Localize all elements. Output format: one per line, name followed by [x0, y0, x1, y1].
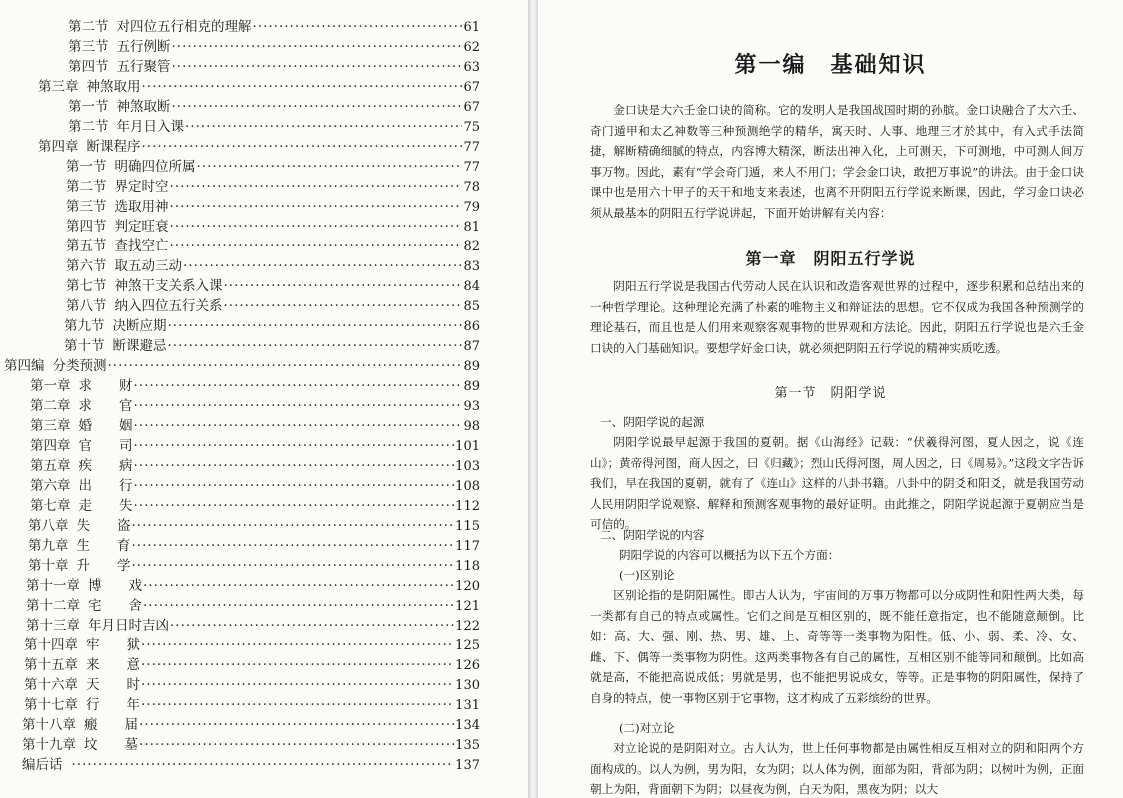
toc-entry	[68, 37, 480, 57]
toc-leader-dots	[185, 117, 462, 137]
toc-entry	[28, 556, 480, 576]
toc-leader-dots	[141, 635, 454, 655]
toc-entry-title: 选取用神	[114, 198, 169, 215]
toc-entry-number: 第十三章	[26, 617, 80, 634]
toc-entry	[68, 117, 480, 137]
toc-entry	[24, 675, 480, 695]
origin-paragraph: 阴阳学说最早起源于我国的夏朝。据《山海经》记载：“伏羲得河图，夏人因之，说《连山》；黄帝得河图，商人因之，曰《归藏》；烈山氏得河图，周人因之，曰《周易》。”这段文字告诉我们，早在我国的夏朝，就有了《连山》这样的八卦书籍。八卦中的阴爻和阳爻，就是我国劳动人民用阴阳学说观察、解释和预测客观事物的最好证明。由此推之，阴阳学说起源于夏朝应当是可信的。	[590, 435, 1084, 531]
toc-page-number: 82	[463, 239, 480, 255]
toc-leader-dots	[170, 197, 463, 217]
toc-page-number: 135	[455, 738, 480, 754]
toc-leader-dots	[141, 655, 454, 675]
toc-entry	[26, 576, 480, 596]
toc-entry	[26, 616, 480, 636]
toc-entry	[66, 256, 480, 276]
toc-entry	[66, 236, 480, 256]
toc-page-number: 79	[463, 199, 480, 215]
toc-entry-title: 查找空亡	[114, 238, 169, 255]
toc-page-number: 108	[455, 478, 480, 494]
toc-entry-title: 天 时	[86, 677, 140, 694]
toc-leader-dots	[172, 37, 463, 57]
toc-entry-number: 第二章	[30, 398, 71, 415]
toc-leader-dots	[168, 316, 463, 336]
opposition-paragraph: 对立论说的是阴阳对立。古人认为，世上任何事物都是由属性相反互相对立的阴和阳两个方面构成的。以人为例，男为阳，女为阴；以人体为例，面部为阳，背部为阴；以树叶为例，正面朝上为阳，背面朝下为阴；以昼夜为例，白天为阳，黑夜为阴；以大	[590, 741, 1084, 796]
toc-entry	[66, 157, 480, 177]
toc-leader-dots	[197, 157, 463, 177]
toc-entry	[30, 436, 480, 456]
toc-page-number: 67	[463, 79, 480, 95]
toc-entry-number: 第二节	[68, 19, 109, 35]
toc-page-number: 78	[463, 179, 480, 195]
toc-entry	[30, 376, 480, 396]
toc-page-number: 67	[463, 99, 480, 115]
toc-entry-title: 行 年	[86, 697, 140, 714]
toc-page-number: 103	[455, 458, 480, 474]
toc-entry	[66, 197, 480, 217]
toc-page-number: 134	[455, 718, 480, 734]
toc-entry-number: 第七章	[30, 497, 71, 514]
toc-entry	[28, 516, 480, 536]
toc-entry-number: 第三章	[38, 78, 79, 95]
toc-entry-number: 第八章	[28, 517, 69, 534]
toc-page-number: 83	[463, 259, 480, 275]
toc-entry-number: 第十八章	[22, 717, 76, 734]
toc-entry-number: 第三节	[66, 198, 107, 215]
toc-entry-number: 第九章	[28, 537, 69, 554]
toc-entry-title: 疾 病	[78, 457, 133, 474]
toc-entry-title: 判定旺衰	[114, 218, 169, 235]
toc-entry	[22, 715, 480, 735]
toc-leader-dots	[134, 376, 463, 396]
toc-page-number: 84	[463, 279, 480, 295]
toc-entry-title: 纳入四位五行关系	[114, 298, 223, 315]
toc-entry-number: 第二节	[68, 118, 109, 135]
toc-leader-dots	[170, 177, 463, 197]
distinguish-heading: (一)区别论	[619, 568, 675, 582]
toc-page-number: 62	[463, 39, 480, 55]
toc-entry-title: 五行聚管	[116, 58, 171, 75]
toc-page-number: 63	[463, 59, 480, 75]
toc-page-number: 86	[463, 319, 480, 335]
toc-entry-number: 第四章	[38, 138, 79, 155]
toc-page-number: 122	[455, 618, 480, 634]
toc-entry-title: 界定时空	[114, 178, 169, 195]
toc-entry-title: 求 财	[78, 378, 133, 395]
toc-leader-dots	[224, 296, 463, 316]
toc-leader-dots	[108, 356, 463, 376]
toc-leader-dots	[139, 735, 454, 755]
toc-entry-number: 第五节	[66, 238, 107, 255]
toc-page-number: 61	[463, 20, 480, 35]
toc-entry-title: 五行例断	[116, 38, 171, 55]
toc-entry-number: 第六章	[30, 477, 71, 494]
toc-page-number: 77	[463, 159, 480, 175]
toc-entry	[30, 496, 480, 516]
toc-page-number: 77	[463, 139, 480, 155]
toc-entry-number: 第七节	[66, 278, 107, 295]
toc-entry-number: 第四章	[30, 437, 71, 454]
toc-entry-number: 第四节	[66, 218, 107, 235]
toc-entry	[66, 177, 480, 197]
toc-leader-dots	[170, 217, 463, 237]
toc-entry	[66, 217, 480, 237]
toc-page-number: 131	[455, 698, 480, 714]
content-paragraph: 阴阳学说的内容可以概括为以下五个方面：	[619, 548, 840, 562]
toc-entry-title: 决断应期	[112, 318, 167, 335]
toc-entry	[68, 97, 480, 117]
toc-entry-title: 宅 舍	[88, 597, 142, 614]
toc-page-number: 101	[455, 438, 480, 454]
toc-entry-title: 生 育	[76, 537, 131, 554]
toc-page-number: 120	[455, 578, 480, 594]
book-gutter	[528, 0, 538, 798]
toc-entry-number: 第三章	[30, 418, 71, 434]
toc-entry-number: 第十一章	[26, 577, 80, 594]
toc-entry-title: 神煞取用	[86, 78, 141, 95]
toc-page-number: 87	[463, 339, 480, 355]
toc-page-number: 85	[463, 299, 480, 315]
toc-leader-dots	[172, 57, 463, 77]
toc-page-number: 117	[455, 538, 480, 554]
toc-entry	[30, 416, 480, 436]
toc-entry-number: 第六节	[66, 258, 107, 275]
toc-page-number: 98	[463, 419, 480, 434]
toc-entry	[24, 655, 480, 675]
toc-page-number: 125	[455, 638, 480, 654]
toc-entry-number: 第十章	[28, 557, 69, 574]
toc-entry	[26, 596, 480, 616]
toc-entry-title: 年月日入课	[116, 118, 184, 135]
toc-entry-title: 分类预测	[52, 358, 107, 375]
toc-entry-number: 第一章	[30, 378, 71, 395]
toc-entry	[66, 296, 480, 316]
toc-leader-dots	[170, 616, 454, 636]
toc-entry-title: 出 行	[78, 477, 133, 494]
toc-page-number: 93	[463, 399, 480, 415]
toc-leader-dots	[253, 17, 463, 37]
toc-entry-title: 断课避忌	[112, 338, 167, 355]
toc-entry-number: 编后话	[22, 757, 63, 774]
toc-entry-number: 第十二章	[26, 597, 80, 614]
toc-page-number: 121	[455, 598, 480, 614]
toc-page-number: 115	[455, 518, 480, 534]
toc-entry	[22, 755, 480, 775]
toc-leader-dots	[134, 496, 455, 516]
toc-entry-number: 第十七章	[24, 697, 78, 714]
intro-paragraph: 金口诀是大六壬金口诀的简称。它的发明人是我国战国时期的孙膑。金口诀融合了大六壬、奇门遁甲和太乙神数等三种预测绝学的精华，寓天时、人事、地理三才於其中，有入式手法简捷，解断精确细腻的特点，内容博大精深，断法出神入化，上可测天，下可测地，中可测人间万事万物。因此，素有“学会奇门遁，来人不用门；学会金口诀，敢把万事说”的讲法。由于金口诀课中也是用六十甲子的天干和地支来表述，也离不开阴阳五行学说来断课，因此，学习金口诀必须从最基本的阴阳五行学说讲起，下面开始讲解有关内容：	[590, 103, 1084, 220]
toc-entry-title: 神煞干支关系入课	[114, 278, 223, 295]
toc-leader-dots	[141, 695, 454, 715]
toc-entry	[64, 336, 480, 356]
toc-entry	[30, 476, 480, 496]
toc-entry-number: 第四节	[68, 58, 109, 75]
toc-leader-dots	[132, 516, 455, 536]
toc-entry-title: 失 盗	[76, 517, 131, 534]
toc-entry-title: 婚 姻	[78, 418, 133, 434]
toc-leader-dots	[134, 416, 463, 436]
toc-entry-title: 坟 墓	[84, 737, 138, 754]
toc-leader-dots	[143, 576, 454, 596]
toc-entry-number: 第十五章	[24, 657, 78, 674]
toc-entry-title: 明确四位所属	[114, 158, 196, 175]
toc-page-number: 75	[463, 119, 480, 135]
toc-entry-title: 瘢 届	[84, 717, 138, 734]
toc-entry-number: 第十节	[64, 338, 105, 355]
toc-entry-number: 第十四章	[24, 637, 78, 654]
toc-entry	[30, 456, 480, 476]
toc-page-number: 89	[463, 359, 480, 375]
toc-entry	[64, 316, 480, 336]
toc-entry-title: 求 官	[78, 398, 133, 415]
toc-leader-dots	[142, 77, 463, 97]
toc-leader-dots	[143, 596, 454, 616]
toc-entry-number: 第十九章	[22, 737, 76, 754]
toc-entry	[24, 695, 480, 715]
toc-leader-dots	[134, 436, 455, 456]
toc-entry-number: 第一节	[66, 158, 107, 175]
opposition-heading: (二)对立论	[619, 721, 675, 735]
distinguish-paragraph: 区别论指的是阴阳属性。即古人认为，宇宙间的万事万物都可以分成阴性和阳性两大类，每一类都有自己的特点或属性。它们之间是互相区别的，既不能任意指定，也不能随意颠倒。比如：高、大、强、刚、热、男、雄、上、奇等等一类事物为阳性。低、小、弱、柔、冷、女、雌、下、偶等一类事物为阴性。这两类事物各有自己的属性，互相区别不能等同和颠倒。比如高就是高，不能把高说成低；男就是男，也不能把男说成女，等等。正是事物的阴阳属性，保持了自身的特点，使一事物区别于它事物，这才构成了五彩缤纷的世界。	[590, 588, 1084, 705]
content-heading: 二、阴阳学说的内容	[600, 528, 705, 542]
toc-leader-dots	[134, 476, 455, 496]
toc-page-number: 130	[455, 678, 480, 694]
toc-leader-dots	[172, 97, 463, 117]
toc-entry	[38, 137, 480, 157]
toc-leader-dots	[224, 276, 463, 296]
part-title: 第一编 基础知识	[734, 52, 927, 78]
toc-entry	[30, 396, 480, 416]
content-page	[538, 0, 1123, 798]
toc-entry-title: 官 司	[78, 437, 133, 454]
toc-entry	[68, 17, 480, 37]
toc-leader-dots	[141, 675, 454, 695]
chapter-title: 第一章 阴阳五行学说	[745, 249, 916, 268]
origin-heading: 一、阴阳学说的起源	[600, 415, 705, 429]
toc-entry-number: 第二节	[66, 178, 107, 195]
section-title: 第一节 阴阳学说	[774, 386, 887, 401]
toc-page-number: 89	[463, 379, 480, 395]
toc-leader-dots	[134, 396, 463, 416]
toc-entry	[22, 735, 480, 755]
toc-entry	[68, 57, 480, 77]
toc-page-number: 126	[455, 658, 480, 674]
toc-entry-number: 第十六章	[24, 677, 78, 694]
toc-leader-dots	[142, 137, 463, 157]
toc-page-number: 112	[455, 498, 480, 514]
toc-entry-title: 年月日时吉凶	[88, 617, 169, 634]
toc-entry-title: 走 失	[78, 497, 133, 514]
toc-entry	[24, 635, 480, 655]
chapter-intro-paragraph: 阴阳五行学说是我国古代劳动人民在认识和改造客观世界的过程中，逐步积累和总结出来的一种哲学理论。这种理论充满了朴素的唯物主义和辩证法的思想。它不仅成为我国各种预测学的理论基石，而且也是人们用来观察客观事物的世界观和方法论。因此，阴阳五行学说也是六壬金口诀的入门基础知识。要想学好金口诀，就必须把阴阳五行学说的精神实质吃透。	[590, 279, 1084, 355]
toc-entry-title: 断课程序	[86, 138, 141, 155]
toc-leader-dots	[132, 536, 455, 556]
toc-entry-number: 第三节	[68, 38, 109, 55]
toc-leader-dots	[132, 556, 455, 576]
toc-entry-title: 来 意	[86, 657, 140, 674]
toc-entry-title: 取五动三动	[114, 258, 182, 275]
toc-page-number: 137	[455, 758, 480, 774]
toc-page-number: 81	[463, 219, 480, 235]
toc-leader-dots	[72, 755, 455, 775]
toc-page	[0, 0, 528, 798]
toc-entry	[38, 77, 480, 97]
toc-entry-title: 对四位五行相克的理解	[116, 19, 252, 35]
toc-entry	[66, 276, 480, 296]
toc-leader-dots	[170, 236, 463, 256]
toc-entry-number: 第四编	[4, 358, 45, 375]
toc-entry	[4, 356, 480, 376]
toc-entry-title: 博 戏	[88, 577, 142, 594]
toc-entry-number: 第九节	[64, 318, 105, 335]
toc-entry	[28, 536, 480, 556]
toc-page-number: 118	[455, 558, 480, 574]
toc-leader-dots	[183, 256, 462, 276]
toc-entry-title: 牢 狱	[86, 637, 140, 654]
toc-leader-dots	[139, 715, 454, 735]
toc-entry-title: 神煞取断	[116, 98, 171, 115]
toc-leader-dots	[168, 336, 463, 356]
toc-entry-title: 升 学	[76, 557, 131, 574]
toc-entry-number: 第八节	[66, 298, 107, 315]
toc-entry-number: 第一节	[68, 98, 109, 115]
toc-leader-dots	[134, 456, 455, 476]
toc-entry-number: 第五章	[30, 457, 71, 474]
